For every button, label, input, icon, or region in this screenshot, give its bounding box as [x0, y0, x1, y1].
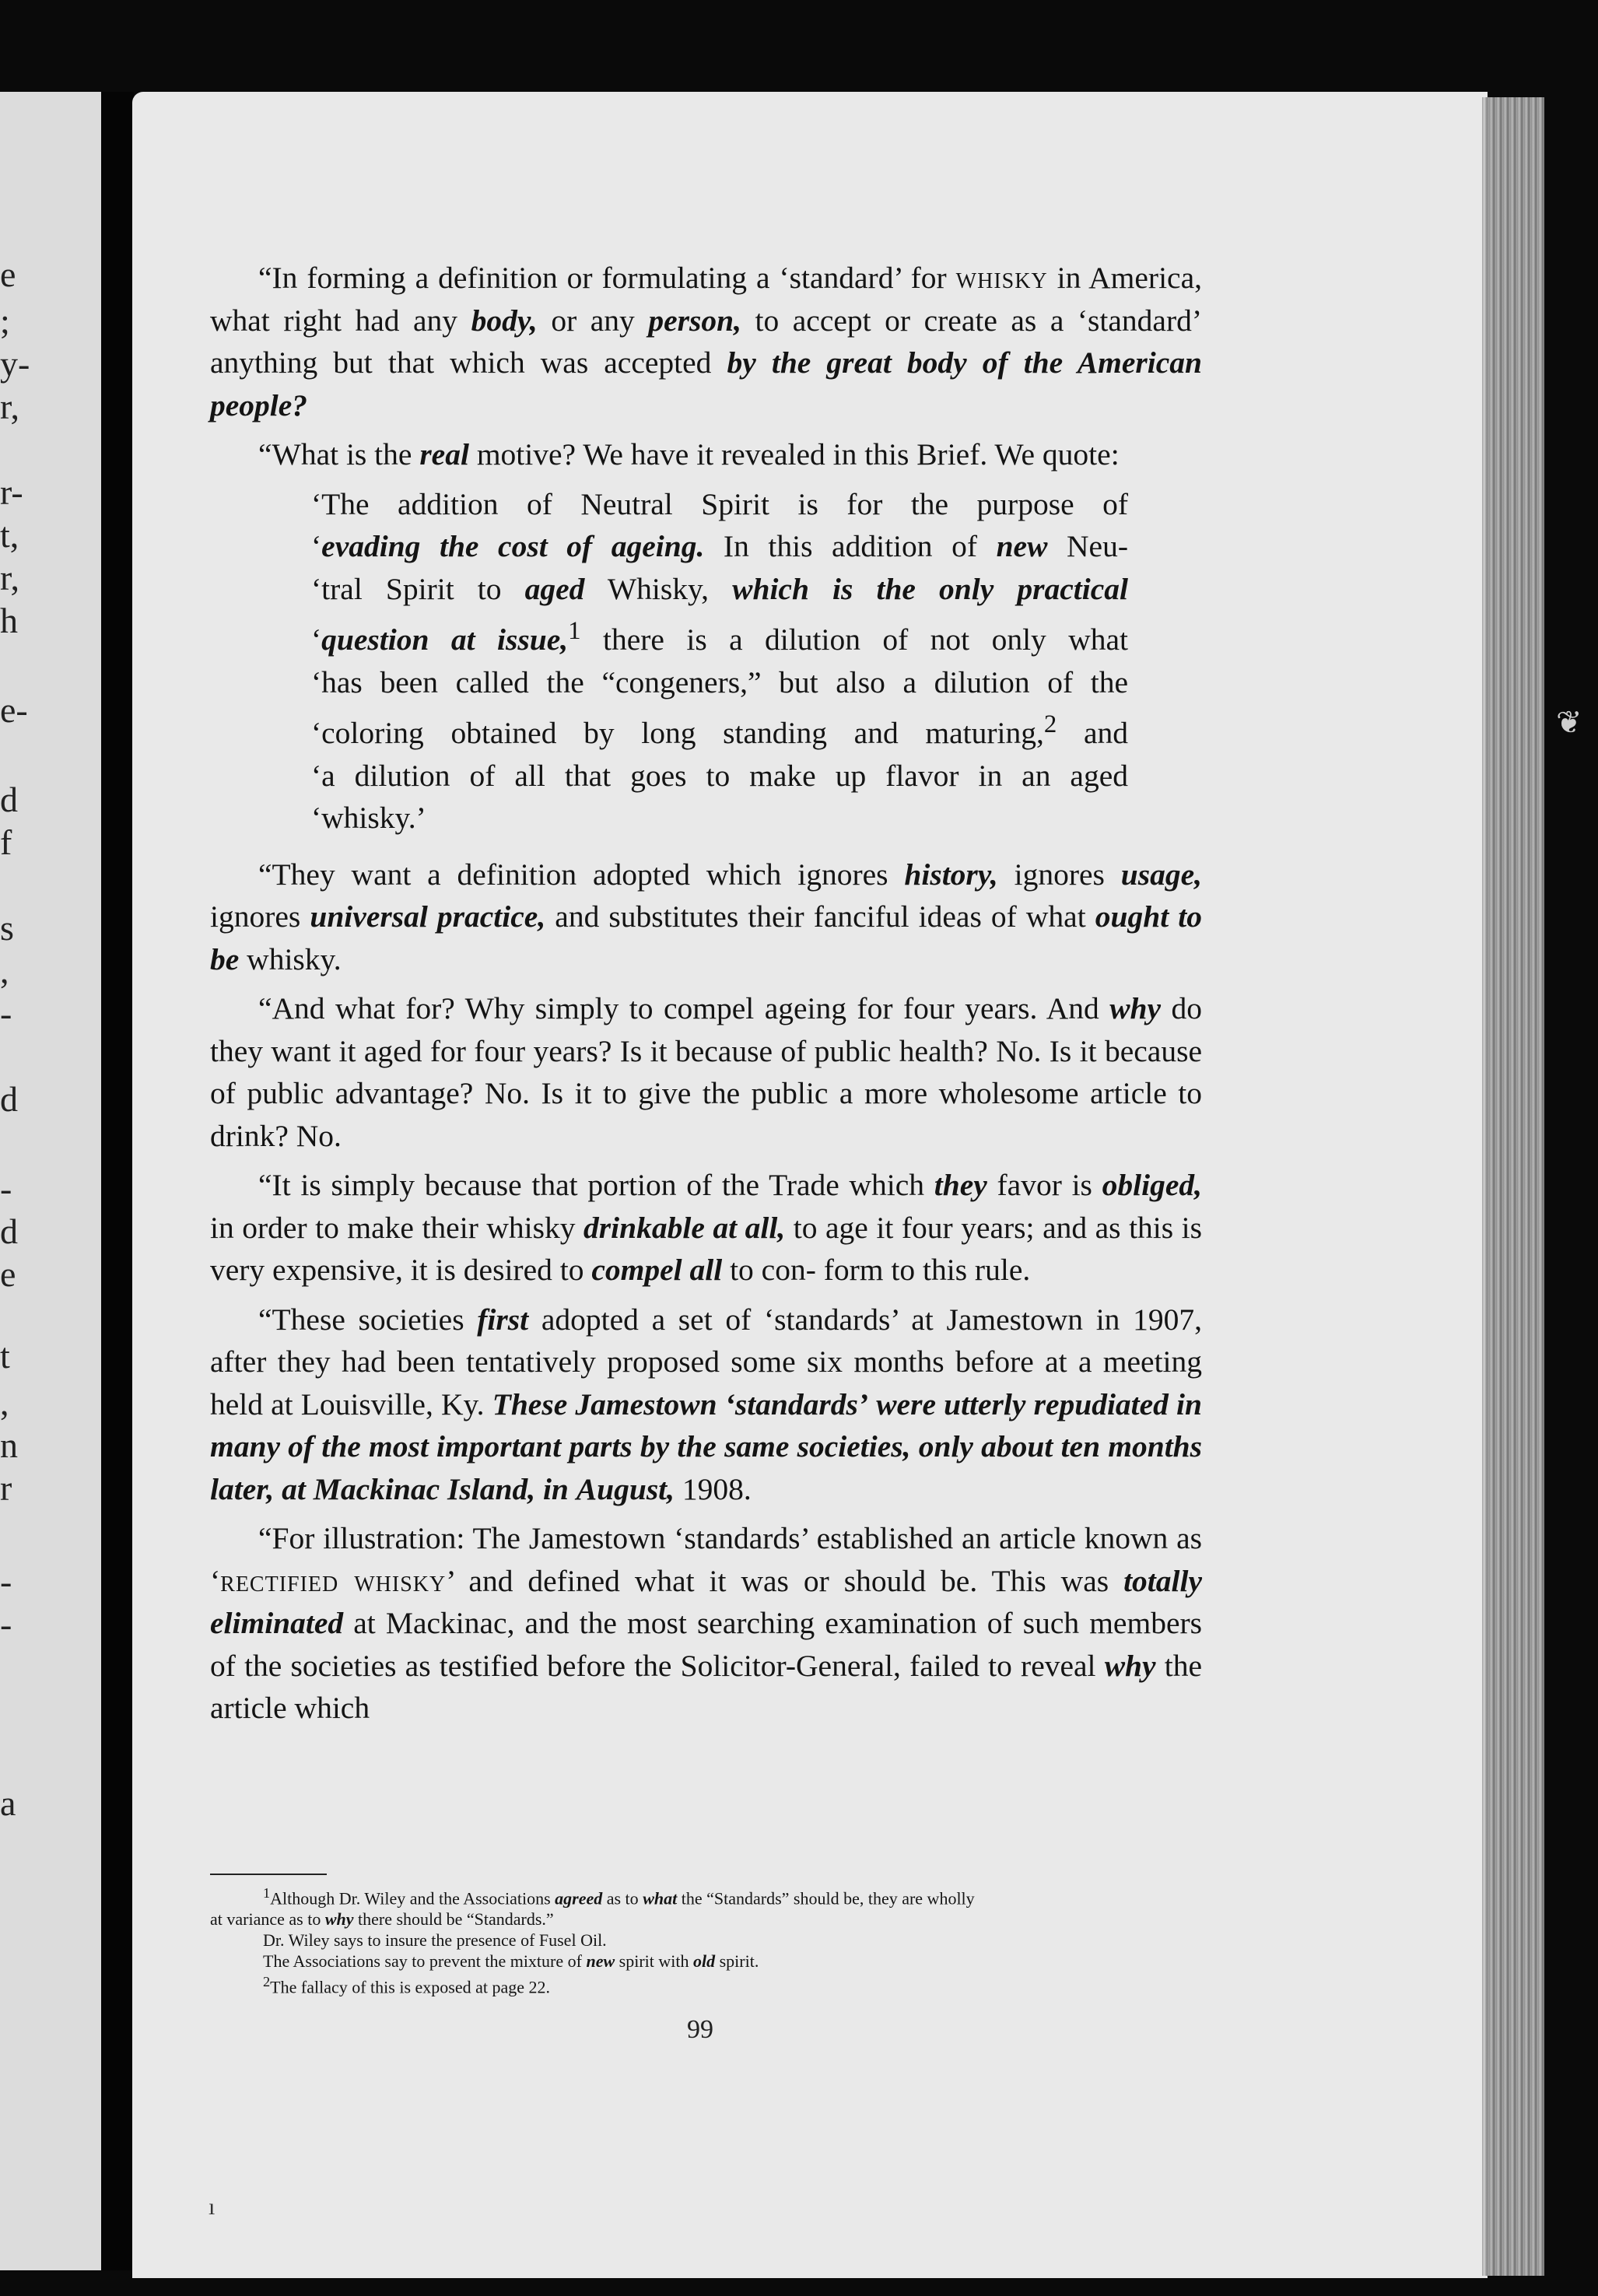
- left-page-fragment: r,: [0, 387, 19, 426]
- italic-run: agreed: [555, 1888, 603, 1909]
- text-run: ’ and defined what it was or: [446, 1563, 829, 1598]
- left-page-fragment: n: [0, 1425, 18, 1465]
- text-line: [311, 755, 1128, 797]
- text-run: ‘The addition of Neutral Spirit is for the purpose of: [311, 486, 1128, 521]
- text-line: [311, 703, 1128, 755]
- paragraph: [210, 1299, 1202, 1511]
- text-run: “They want a definition adopted which ignores: [258, 857, 905, 892]
- page-number: 99: [687, 2015, 713, 2044]
- italic-run: body,: [471, 303, 538, 338]
- text-run: Dr. Wiley says to insure the presence of Fusel Oil.: [263, 1930, 607, 1951]
- italic-run: what: [643, 1888, 678, 1909]
- text-run: We quote:: [994, 437, 1120, 471]
- italic-run: which is the only practical: [732, 571, 1128, 606]
- edge-ornament: ❦: [1556, 705, 1582, 740]
- left-page-fragment: d: [0, 780, 18, 819]
- text-run: “For illustration: The Jamestown ‘standards’ established an: [258, 1521, 991, 1556]
- footnote-rule: [210, 1874, 327, 1875]
- text-run: ignores: [210, 899, 310, 934]
- italic-run: old: [693, 1951, 716, 1972]
- text-run: and substitutes their fanciful ideas of: [545, 899, 1017, 934]
- text-run: spirit with: [615, 1951, 693, 1972]
- paragraph: [210, 987, 1202, 1157]
- footnote-line: [210, 1883, 1202, 1909]
- text-run: to con-: [722, 1253, 816, 1288]
- italic-run: compel all: [591, 1253, 723, 1288]
- text-run: adopted a set of ‘standards’ at Jamestown in: [528, 1302, 1120, 1337]
- book-gutter: [101, 92, 134, 2270]
- text-run: health? No. Is it because of public advantage? No. Is it to give: [210, 1033, 1202, 1111]
- text-run: and: [1057, 716, 1128, 751]
- text-run: there is a dilution of not only what: [580, 622, 1129, 657]
- italic-run: why: [1104, 1648, 1156, 1683]
- text-run: at variance as to: [210, 1909, 325, 1930]
- text-run: create as a ‘standard’ anything but that which was accepted: [210, 303, 1203, 380]
- text-line: [311, 483, 1128, 526]
- text-run: ‘: [311, 622, 322, 657]
- text-run: Neu-: [1047, 529, 1128, 563]
- italic-run: same societies, only about ten months later, at Mackinac Island, in: [210, 1429, 1203, 1506]
- footnote-ref: 2: [1043, 710, 1057, 739]
- italic-run: usage,: [1120, 857, 1202, 892]
- text-run: what: [1025, 899, 1095, 934]
- text-run: whisky.: [239, 941, 342, 976]
- text-run: searching examination of such members of the societies as testified: [210, 1606, 1202, 1683]
- page-stack-edge: [1482, 97, 1544, 2276]
- italic-run: August,: [576, 1471, 675, 1506]
- text-run: or any: [537, 303, 649, 338]
- text-run: do they want it aged for four years? Is it because of public: [210, 991, 1202, 1068]
- text-run: ignores: [997, 857, 1105, 892]
- left-page-fragment: d: [0, 1211, 18, 1251]
- text-line: [311, 525, 1128, 568]
- paragraph: [210, 1164, 1202, 1292]
- text-run: ‘coloring obtained by long standing and maturing,: [311, 716, 1044, 751]
- paragraph: [210, 257, 1202, 426]
- italic-run: universal practice,: [310, 899, 546, 934]
- left-page-fragment: y-: [0, 344, 30, 384]
- text-run: in order to make their whisky: [210, 1210, 584, 1245]
- left-page-fragment: h: [0, 601, 18, 640]
- margin-mark: ı: [209, 2194, 216, 2220]
- italic-run: new: [996, 529, 1048, 563]
- text-run: “And what for? Why simply to compel ageing for four years.: [258, 991, 1038, 1026]
- text-line: [311, 661, 1128, 704]
- italic-run: great body of the American people?: [210, 345, 1202, 422]
- text-run: there should be “Standards.”: [353, 1909, 554, 1930]
- italic-run: they: [934, 1168, 987, 1203]
- text-run: Although Dr. Wiley and the Associations: [270, 1888, 555, 1909]
- left-page-fragment: -: [0, 1562, 12, 1601]
- italic-run: ought to be: [210, 899, 1202, 976]
- left-page-fragment: e: [0, 254, 16, 294]
- left-page-fragment: t: [0, 1336, 10, 1376]
- left-page-fragment: s: [0, 908, 14, 948]
- text-run: The fallacy of this is exposed at page 22.: [270, 1977, 551, 1997]
- left-page-fragment: ,: [0, 951, 9, 990]
- italic-run: real: [419, 437, 469, 471]
- left-page-fragment: e: [0, 1254, 16, 1294]
- text-run: The Associations say to prevent the mixture of: [263, 1951, 587, 1972]
- left-page-fragment: ,: [0, 1383, 9, 1422]
- italic-run: first: [477, 1302, 529, 1337]
- text-run: And: [1046, 991, 1110, 1026]
- text-run: at a meeting held at Louisville, Ky.: [210, 1344, 1203, 1421]
- text-run: before the Solicitor-General, failed to reveal: [547, 1648, 1105, 1683]
- italic-run: by the: [727, 345, 811, 380]
- left-page-fragment: -: [0, 1604, 12, 1644]
- small-caps-run: rectified whisky: [220, 1563, 447, 1598]
- footnote-line: [210, 1951, 1202, 1972]
- text-run: “What is the: [258, 437, 420, 471]
- italic-run: question at issue,: [321, 622, 569, 657]
- block-quote: [311, 483, 1128, 840]
- text-run: the “Standards” should be, they are wholly: [677, 1888, 975, 1909]
- text-run: ‘: [311, 529, 322, 563]
- text-run: In this addition of: [704, 529, 997, 563]
- text-run: to accept or: [741, 303, 911, 338]
- text-run: to age it four: [785, 1210, 953, 1245]
- italic-run: person,: [648, 303, 741, 338]
- left-page-fragment: e-: [0, 690, 28, 730]
- footnote-ref: 1: [568, 617, 581, 645]
- body-text: [210, 257, 1202, 1737]
- text-run: ‘a dilution of all that goes to make up flavor in an aged: [311, 758, 1128, 793]
- text-run: 1907, after they had been tentatively proposed some six months before: [210, 1302, 1202, 1379]
- footnotes: [210, 1883, 1202, 1998]
- italic-run: obliged,: [1102, 1168, 1203, 1203]
- italic-run: why: [1109, 991, 1162, 1026]
- italic-run: evading the cost of ageing.: [321, 529, 705, 563]
- text-run: ‘whisky.’: [311, 801, 426, 836]
- left-page-fragment: f: [0, 822, 12, 862]
- footnote-ref: 1: [263, 1885, 271, 1901]
- text-run: the public a more wholesome article to drink? No.: [210, 1076, 1202, 1153]
- text-line: [311, 610, 1128, 661]
- left-page-fragment: -: [0, 994, 12, 1033]
- text-run: motive? We have it revealed in this Brief.: [468, 437, 988, 471]
- small-caps-run: whisky: [955, 261, 1048, 295]
- left-page-fragment: ;: [0, 301, 10, 341]
- text-run: the article which: [210, 1648, 1202, 1726]
- italic-run: aged: [524, 571, 585, 606]
- text-run: spirit.: [715, 1951, 759, 1972]
- text-line: [311, 797, 1128, 840]
- italic-run: totally eliminated: [210, 1563, 1202, 1641]
- left-page-fragment: r,: [0, 558, 19, 598]
- left-page-fragment: r: [0, 1468, 12, 1508]
- italic-run: history,: [904, 857, 998, 892]
- text-line: [311, 568, 1128, 611]
- text-run: years; and as this is very expensive, it is desired to: [210, 1210, 1203, 1288]
- italic-run: drinkable at all,: [583, 1210, 786, 1245]
- left-page-fragment: d: [0, 1079, 18, 1119]
- text-run: “It is simply because that portion of the Trade which: [258, 1168, 934, 1203]
- footnote-line: [210, 1972, 1202, 1997]
- text-run: at Mackinac, and the most: [343, 1606, 687, 1641]
- text-run: in America, what right had any: [210, 261, 1202, 338]
- left-page-fragment: t,: [0, 515, 19, 555]
- italic-run: new: [586, 1951, 615, 1972]
- paragraph: [210, 433, 1202, 476]
- text-run: ‘has been called the “congeners,” but also a dilution of the: [311, 664, 1128, 699]
- text-run: ‘tral Spirit to: [311, 571, 525, 606]
- footnote-ref: 2: [263, 1974, 271, 1990]
- left-page-fragment: r-: [0, 472, 23, 512]
- text-run: article known as ‘: [210, 1521, 1202, 1598]
- text-run: “These societies: [258, 1302, 478, 1337]
- text-run: form to this rule.: [823, 1253, 1031, 1288]
- text-run: favor is: [986, 1168, 1092, 1203]
- footnote-line: [210, 1930, 1202, 1951]
- left-page-fragment: -: [0, 1169, 12, 1208]
- text-run: should be. This was: [843, 1563, 1124, 1598]
- paragraph: [210, 1517, 1202, 1730]
- paragraph: [210, 854, 1202, 981]
- text-run: “In forming a definition or formulating a ‘standard’ for: [258, 261, 956, 295]
- footnote-line: [210, 1909, 1202, 1930]
- left-page-fragment: a: [0, 1783, 16, 1823]
- italic-run: why: [324, 1909, 354, 1930]
- text-run: 1908.: [675, 1471, 752, 1506]
- italic-run: These Jamestown ‘standards’: [492, 1386, 869, 1421]
- italic-run: were utterly repudiated in many of the most important parts by the: [210, 1386, 1202, 1464]
- text-run: as to: [602, 1888, 643, 1909]
- text-run: Whisky,: [584, 571, 733, 606]
